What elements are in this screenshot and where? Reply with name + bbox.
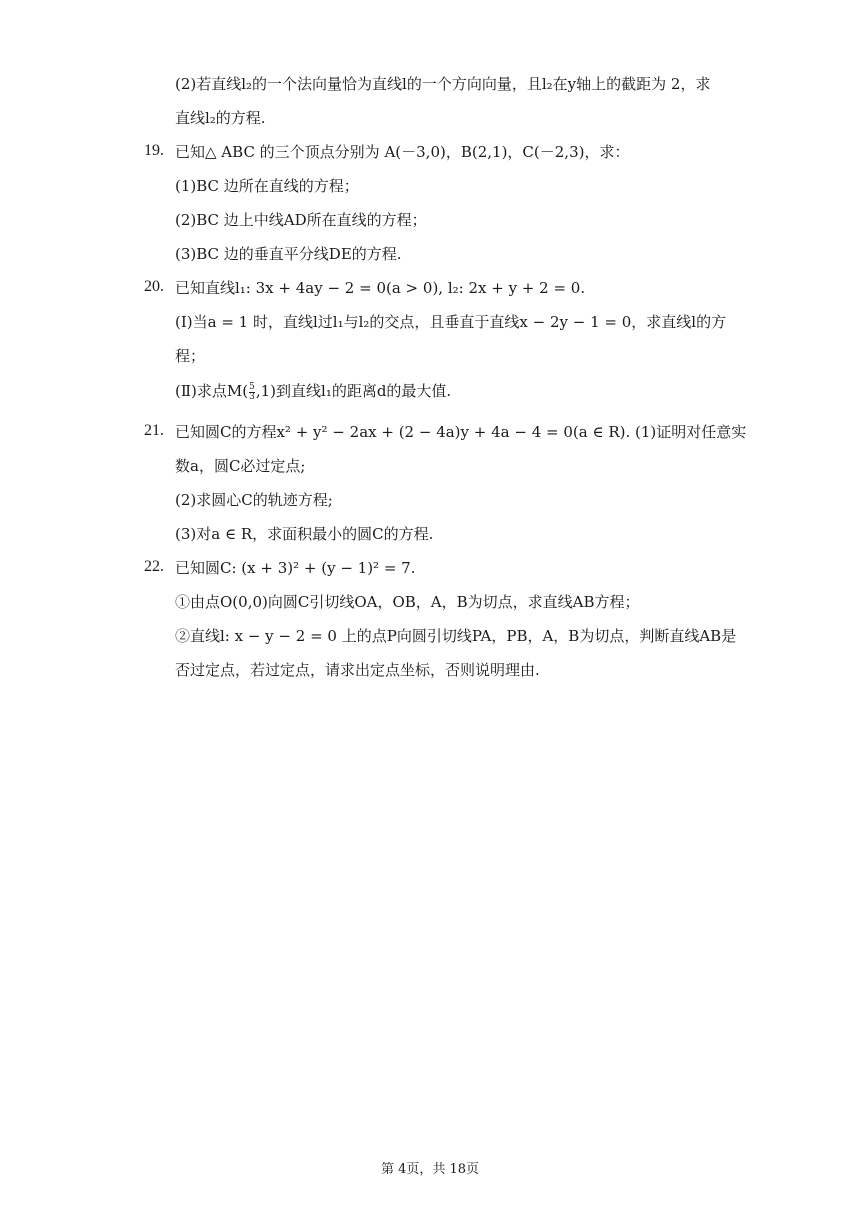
q19-stem: 已知△ ABC 的三个顶点分别为 A(－3,0)，B(2,1)，C(－2,3)，求： [175,143,630,161]
q21-part3: (3)对a ∈ R，求面积最小的圆C的方程. [175,525,434,543]
q22-part2-line2: 否过定点，若过定点，请求出定点坐标，否则说明理由. [175,661,540,679]
q22-part1: ①由点O(0,0)向圆C引切线OA，OB，A，B为切点，求直线AB方程； [175,593,640,611]
q21-stem-line2: 数a，圆C必过定点; [175,457,306,475]
q20-stem: 已知直线l₁: 3x + 4ay − 2 = 0(a > 0), l₂: 2x + y + 2 = 0. [175,279,586,297]
q22-stem: 已知圆C: (x + 3)² + (y − 1)² = 7. [175,559,416,577]
q19-part1: (1)BC 边所在直线的方程； [175,177,359,195]
q21-stem-line1: 已知圆C的方程x² + y² − 2ax + (2 − 4a)y + 4a − 4 = 0(a ∈ R). (1)证明对任意实 [175,423,747,441]
q19-part2: (2)BC 边上中线AD所在直线的方程； [175,211,427,229]
q18-part2-line2: 直线l₂的方程. [175,109,266,127]
q21-part2: (2)求圆心C的轨迹方程; [175,491,333,509]
q21-number: 21. [144,422,164,439]
q22-part2-line1: ②直线l: x − y − 2 = 0 上的点P向圆引切线PA，PB，A，B为切点，判断直线AB是 [175,627,737,645]
page-footer: 第 4页，共 18页 [380,1162,480,1177]
q20-number: 20. [144,278,164,295]
fraction [249,383,255,402]
q19-number: 19. [144,142,164,159]
fraction-numerator: 5 [249,381,255,392]
q20-part2 [175,381,451,402]
q20-part2-prefix: (Ⅱ)求点M( [175,382,249,400]
fraction-denominator: 3 [249,391,255,402]
q20-part1-line2: 程； [175,347,206,365]
q18-part2-line1: (2)若直线l₂的一个法向量恰为直线l的一个方向向量，且l₂在y轴上的截距为 2，求 [175,75,711,93]
q20-part1-line1: (Ⅰ)当a = 1 时，直线l过l₁与l₂的交点，且垂直于直线x − 2y − 1 = 0，求直线l的方 [175,313,727,331]
q19-part3: (3)BC 边的垂直平分线DE的方程. [175,245,402,263]
q20-part2-suffix: ,1)到直线l₁的距离d的最大值. [255,382,452,400]
q22-number: 22. [144,558,164,575]
